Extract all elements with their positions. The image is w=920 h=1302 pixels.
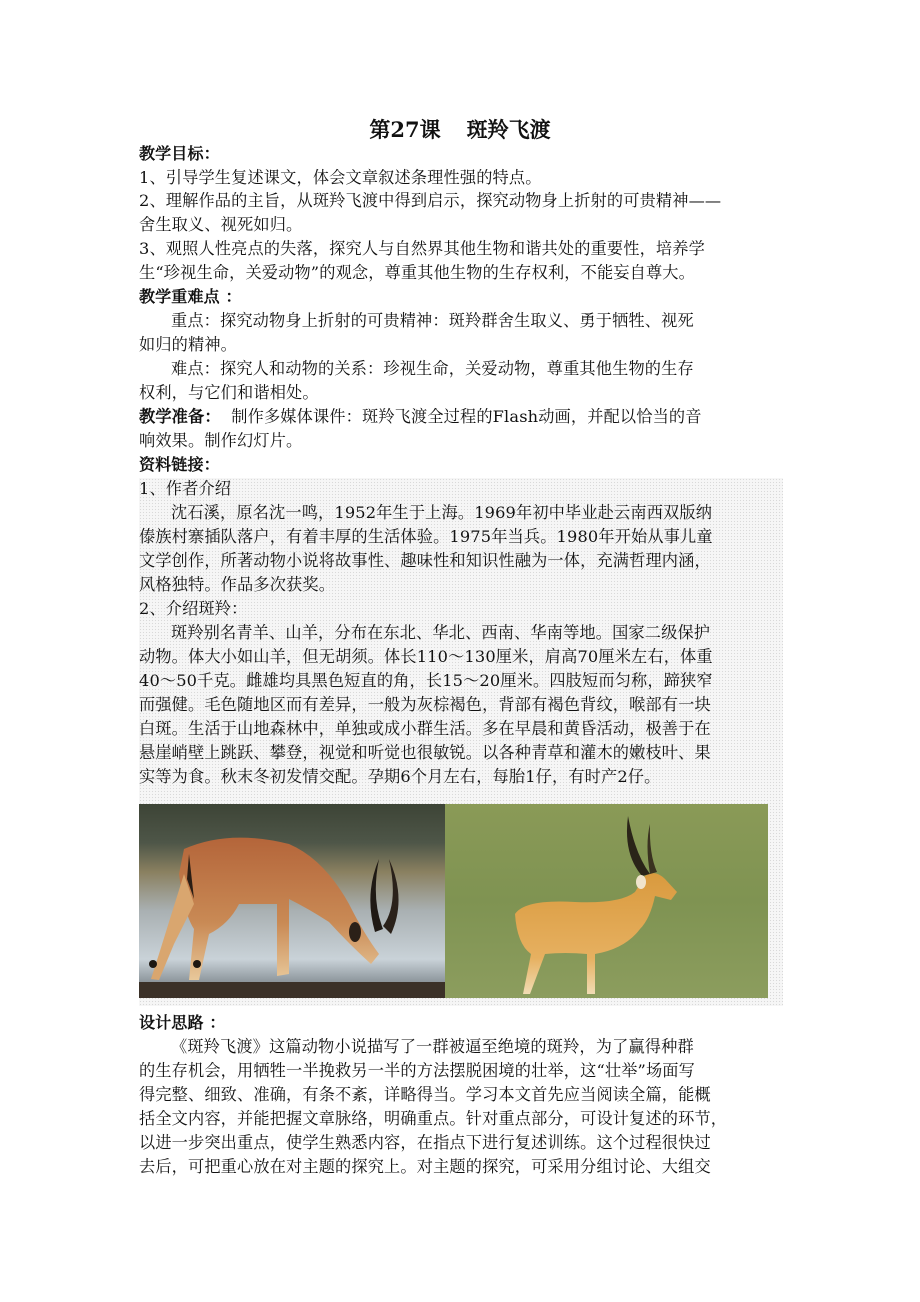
antelope-line: 而强健。毛色随地区而有差异，一般为灰棕褐色，背部有褐色背纹，喉部有一块: [139, 695, 711, 714]
page-title: [0, 114, 920, 144]
design-line: 得完整、细致、准确，有条不紊，详略得当。学习本文首先应当阅读全篇，能概: [139, 1085, 711, 1104]
lesson-name: 斑羚飞渡: [466, 117, 551, 142]
antelope-line: 悬崖峭壁上跳跃、攀登，视觉和听觉也很敏锐。以各种青草和灌木的嫩枝叶、果: [139, 743, 711, 762]
design-line: 以进一步突出重点，使学生熟悉内容，在指点下进行复述训练。这个过程很快过: [139, 1133, 711, 1152]
antelope-subheading: 2、介绍斑羚：: [139, 599, 248, 618]
difficulty-line: 权利，与它们和谐相处。: [139, 383, 319, 402]
key-point-line: 如归的精神。: [139, 335, 238, 354]
antelope-standing-photo: [445, 804, 768, 998]
author-line: 沈石溪，原名沈一鸣，1952年生于上海。1969年初中毕业赴云南西双版纳: [171, 503, 713, 522]
preparation-line: 响效果。制作幻灯片。: [139, 431, 303, 450]
antelope-line: 动物。体大小如山羊，但无胡须。体长110～130厘米，肩高70厘米左右，体重: [139, 647, 713, 666]
antelope-line: 实等为食。秋末冬初发情交配。孕期6个月左右，每胎1仔，有时产2仔。: [139, 767, 661, 786]
antelope-line: 白斑。生活于山地森林中，单独或成小群生活。多在早晨和黄昏活动，极善于在: [139, 719, 711, 738]
key-point-line: 重点：探究动物身上折射的可贵精神：斑羚群舍生取义、勇于牺牲、视死: [171, 311, 694, 330]
objective-line: 1、引导学生复述课文，体会文章叙述条理性强的特点。: [139, 168, 542, 187]
design-line: 去后，可把重心放在对主题的探究上。对主题的探究，可采用分组讨论、大组交: [139, 1157, 711, 1176]
resources-heading: 资料链接：: [139, 455, 220, 474]
objectives-heading: 教学目标：: [139, 144, 220, 163]
objective-line: 生“珍视生命，关爱动物”的观念，尊重其他生物的生存权利，不能妄自尊大。: [139, 263, 695, 282]
design-heading: 设计思路 ：: [139, 1013, 226, 1032]
design-line: 《斑羚飞渡》这篇动物小说描写了一群被逼至绝境的斑羚，为了赢得种群: [171, 1037, 694, 1056]
design-line: 的生存机会，用牺牲一半挽救另一半的方法摆脱困境的壮举，这“壮举”场面写: [139, 1061, 695, 1080]
lesson-number: 第27课: [369, 117, 441, 142]
author-line: 风格独特。作品多次获奖。: [139, 575, 336, 594]
objective-line: 3、观照人性亮点的失落，探究人与自然界其他生物和谐共处的重要性，培养学: [139, 239, 705, 258]
author-line: 傣族村寨插队落户，有着丰厚的生活体验。1975年当兵。1980年开始从事儿童: [139, 527, 713, 546]
preparation-heading: 教学准备：: [139, 407, 221, 426]
objective-line: 2、理解作品的主旨，从斑羚飞渡中得到启示，探究动物身上折射的可贵精神——: [139, 191, 722, 210]
author-subheading: 1、作者介绍: [139, 479, 232, 498]
difficulty-line: 难点：探究人和动物的关系：珍视生命，关爱动物，尊重其他生物的生存: [171, 359, 694, 378]
objective-line: 舍生取义、视死如归。: [139, 215, 303, 234]
design-line: 括全文内容，并能把握文章脉络，明确重点。针对重点部分，可设计复述的环节，: [139, 1109, 728, 1128]
antelope-drinking-photo: [139, 804, 445, 998]
antelope-line: 斑羚别名青羊、山羊，分布在东北、华北、西南、华南等地。国家二级保护: [171, 623, 711, 642]
author-line: 文学创作，所著动物小说将故事性、趣味性和知识性融为一体，充满哲理内涵，: [139, 551, 711, 570]
antelope-line: 40～50千克。雌雄均具黑色短直的角，长15～20厘米。四肢短而匀称，蹄狭窄: [139, 671, 713, 690]
preparation-text: 制作多媒体课件：斑羚飞渡全过程的Flash动画，并配以恰当的音: [231, 407, 702, 426]
preparation-line: [139, 405, 783, 429]
key-points-heading: 教学重难点 ：: [139, 287, 242, 306]
